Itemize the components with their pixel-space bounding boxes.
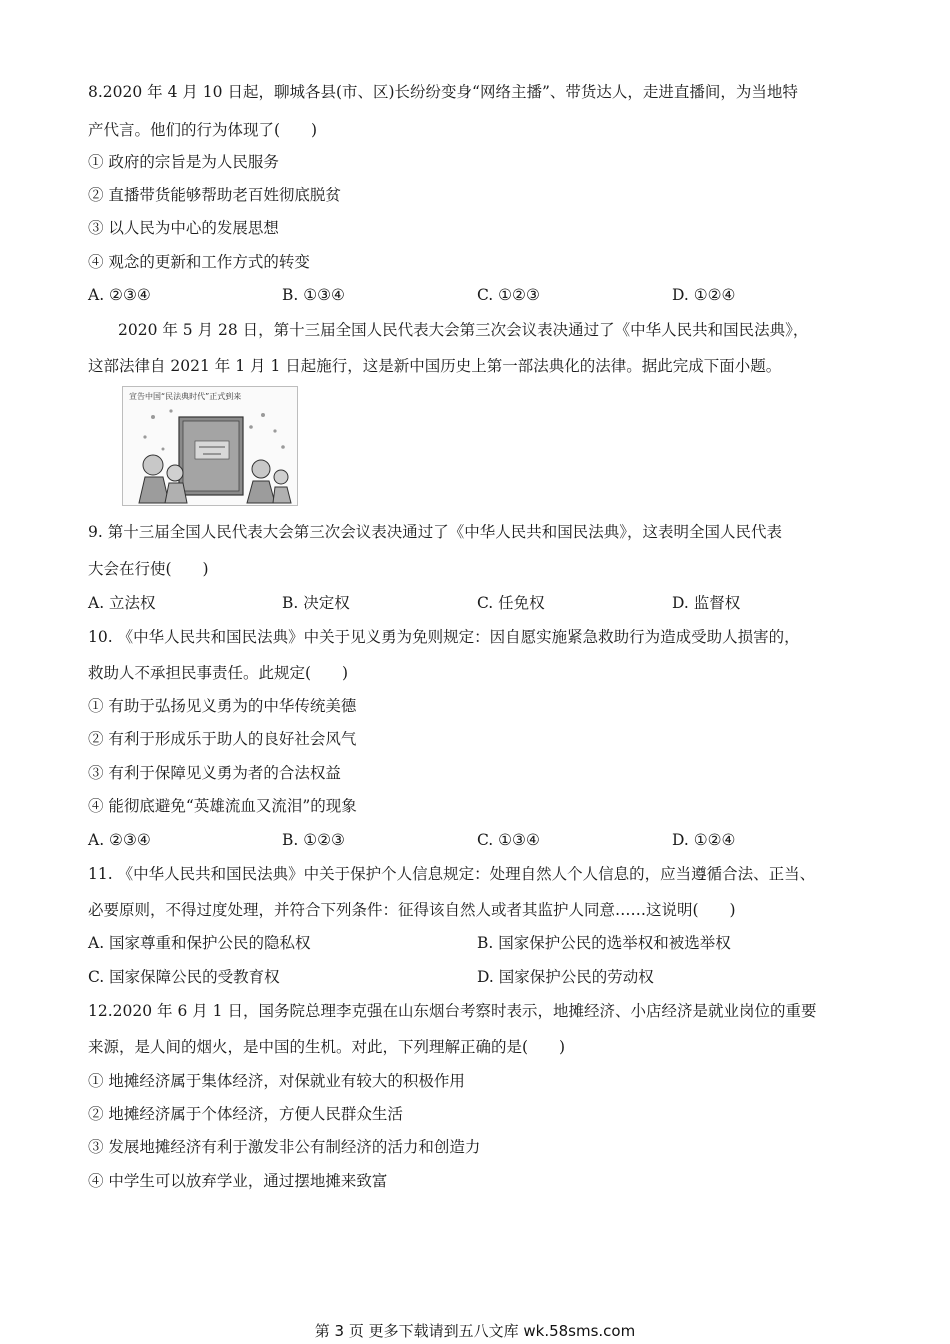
q8-item-4: ④ 观念的更新和工作方式的转变 xyxy=(88,253,310,271)
q10-option-c: C. ①③④ xyxy=(477,831,540,849)
q9-option-d: D. 监督权 xyxy=(672,594,741,612)
q12-stem-line1: 12.2020 年 6 月 1 日，国务院总理李克强在山东烟台考察时表示，地摊经济、小店经济是就业岗位的重要 xyxy=(88,1002,817,1020)
q8-item-3: ③ 以人民为中心的发展思想 xyxy=(88,219,279,237)
q10-item-2: ② 有利于形成乐于助人的良好社会风气 xyxy=(88,730,357,748)
q9-stem-line1: 9. 第十三届全国人民代表大会第三次会议表决通过了《中华人民共和国民法典》，这表明全国人民代表 xyxy=(88,523,782,541)
q10-option-d: D. ①②④ xyxy=(672,831,736,849)
q9-option-a: A. 立法权 xyxy=(88,594,156,612)
q8-item-1: ① 政府的宗旨是为人民服务 xyxy=(88,153,279,171)
q8-stem-line2: 产代言。他们的行为体现了( ) xyxy=(88,121,318,139)
q12-item-3: ③ 发展地摊经济有利于激发非公有制经济的活力和创造力 xyxy=(88,1138,481,1156)
civil-code-book-icon xyxy=(179,417,243,495)
page-footer: 第 3 页 更多下载请到五八文库 wk.58sms.com xyxy=(314,1322,636,1340)
q10-stem-line2: 救助人不承担民事责任。此规定( ) xyxy=(88,664,349,682)
q10-item-1: ① 有助于弘扬见义勇为的中华传统美德 xyxy=(88,697,357,715)
q8-option-d: D. ①②④ xyxy=(672,286,736,304)
q10-item-4: ④ 能彻底避免“英雄流血又流泪”的现象 xyxy=(88,797,357,815)
q11-stem-line1: 11. 《中华人民共和国民法典》中关于保护个人信息规定：处理自然人个人信息的，应当遵循合法、正当、 xyxy=(88,865,816,883)
material-line2: 这部法律自 2021 年 1 月 1 日起施行，这是新中国历史上第一部法典化的法律。据此完成下面小题。 xyxy=(88,357,782,375)
q12-item-1: ① 地摊经济属于集体经济，对保就业有较大的积极作用 xyxy=(88,1072,465,1090)
q8-option-b: B. ①③④ xyxy=(282,286,345,304)
civil-code-cartoon-image xyxy=(122,386,298,506)
q12-item-4: ④ 中学生可以放弃学业，通过摆地摊来致富 xyxy=(88,1172,388,1190)
q8-item-2: ② 直播带货能够帮助老百姓彻底脱贫 xyxy=(88,186,341,204)
q9-stem-line2: 大会在行使( ) xyxy=(88,560,209,578)
q11-option-b: B. 国家保护公民的选举权和被选举权 xyxy=(477,934,731,952)
q9-option-b: B. 决定权 xyxy=(282,594,350,612)
q11-option-a: A. 国家尊重和保护公民的隐私权 xyxy=(88,934,311,952)
q10-stem-line1: 10. 《中华人民共和国民法典》中关于见义勇为免则规定：因自愿实施紧急救助行为造成受助人损害的， xyxy=(88,628,800,646)
q10-option-b: B. ①②③ xyxy=(282,831,345,849)
material-line1: 2020 年 5 月 28 日，第十三届全国人民代表大会第三次会议表决通过了《中华人民共和国民法典》， xyxy=(118,321,809,339)
q12-stem-line2: 来源，是人间的烟火，是中国的生机。对此，下列理解正确的是( ) xyxy=(88,1038,566,1056)
q10-item-3: ③ 有利于保障见义勇为者的合法权益 xyxy=(88,764,341,782)
q11-stem-line2: 必要原则，不得过度处理，并符合下列条件：征得该自然人或者其监护人同意……这说明( ) xyxy=(88,901,736,919)
q8-option-c: C. ①②③ xyxy=(477,286,540,304)
q8-stem-line1: 8.2020 年 4 月 10 日起，聊城各县(市、区)长纷纷变身“网络主播”、带货达人，走进直播间，为当地特 xyxy=(88,83,798,101)
q12-item-2: ② 地摊经济属于个体经济，方便人民群众生活 xyxy=(88,1105,403,1123)
image-caption: 宣告中国“民法典时代”正式到来 xyxy=(129,392,242,401)
q11-option-d: D. 国家保护公民的劳动权 xyxy=(477,968,654,986)
q10-option-a: A. ②③④ xyxy=(88,831,151,849)
right-figures xyxy=(247,460,291,503)
q8-option-a: A. ②③④ xyxy=(88,286,151,304)
q11-option-c: C. 国家保障公民的受教育权 xyxy=(88,968,280,986)
q9-option-c: C. 任免权 xyxy=(477,594,545,612)
